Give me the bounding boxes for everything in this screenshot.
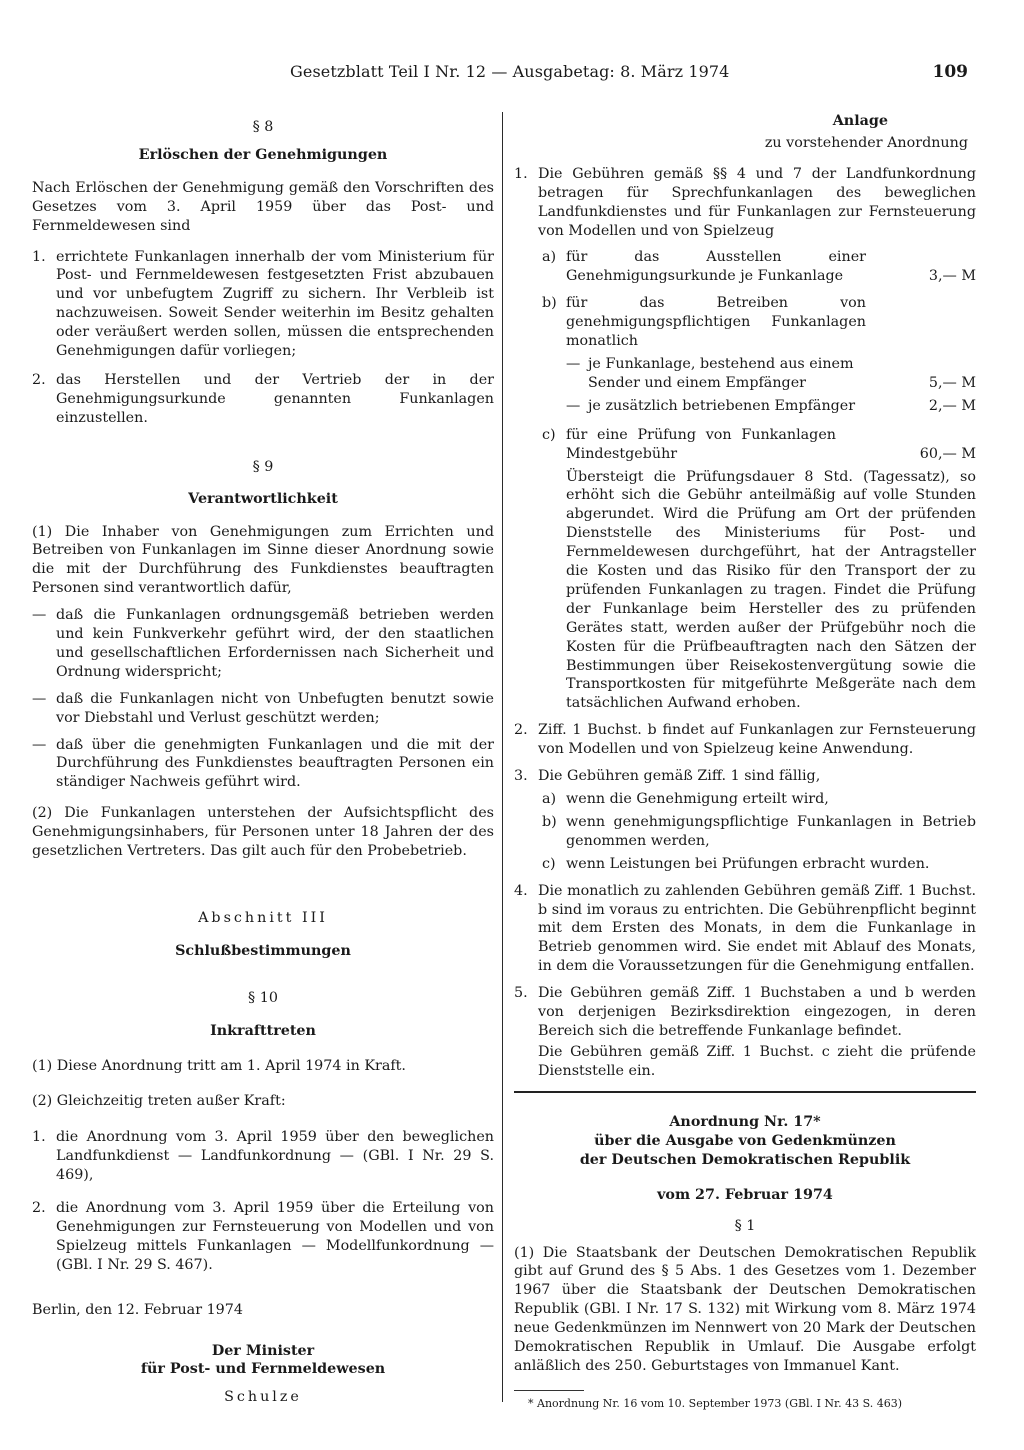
- s8-heading: Erlöschen der Genehmigungen: [138, 146, 388, 163]
- due-b-letter: b): [542, 813, 557, 830]
- fee-b-sub-2: [566, 397, 976, 416]
- fee-a-row: [566, 248, 976, 286]
- footnote: * Anordnung Nr. 16 vom 10. September 1973 (GBl. I Nr. 43 S. 463): [528, 1396, 902, 1410]
- abschnitt-heading: Schlußbestimmungen: [175, 942, 351, 959]
- header-title: Gesetzblatt Teil I Nr. 12 — Ausgabetag: 8. März 1974: [290, 62, 730, 81]
- fee-c-text: für eine Prüfung von Funkanlagen Mindestgebühr: [566, 426, 836, 462]
- abschnitt-label: Abschnitt III: [198, 910, 328, 926]
- due-c: [542, 855, 976, 874]
- s9-dash-3-text: daß über die genehmigten Funkanlagen und die mit der Durchführung des Funkdienstes beauftragten Personen ein ständiger Nachweis geführt wird.: [56, 736, 494, 791]
- fee-c-row: [566, 426, 976, 464]
- anordnung17-title-2: über die Ausgabe von Gedenkmünzen: [594, 1132, 896, 1149]
- s10-item-1-num: 1.: [32, 1129, 46, 1146]
- fee-b-sub-1: [566, 355, 976, 393]
- s10-item-1-text: die Anordnung vom 3. April 1959 über den beweglichen Landfunkdienst — Landfunkordnung — (GBl. I Nr. 29 S. 469),: [56, 1129, 494, 1184]
- s8-para-sign: § 8: [252, 119, 274, 135]
- fee-b-sub-1-mark: —: [566, 355, 581, 372]
- s9-dash-3-mark: —: [32, 736, 47, 753]
- page-number: 109: [932, 62, 968, 82]
- anlage-item-3-num: 3.: [514, 768, 528, 785]
- signature-title-2: für Post- und Fernmeldewesen: [140, 1360, 386, 1377]
- fee-c-letter: c): [542, 426, 556, 443]
- s8-item-2-text: das Herstellen und der Vertrieb der in der Genehmigungsurkunde genannten Funkanlagen einzustellen.: [56, 371, 494, 426]
- anordnung17-para-sign: § 1: [734, 1217, 756, 1234]
- anlage-item-5-text2: Die Gebühren gemäß Ziff. 1 Buchst. c zieht die prüfende Dienststelle ein.: [538, 1043, 976, 1079]
- anlage-item-3-text: Die Gebühren gemäß Ziff. 1 sind fällig,: [538, 768, 821, 785]
- s10-p2: (2) Gleichzeitig treten außer Kraft:: [32, 1092, 286, 1109]
- s10-heading: Inkrafttreten: [210, 1022, 316, 1039]
- s10-p1: (1) Diese Anordnung tritt am 1. April 1974 in Kraft.: [32, 1057, 406, 1074]
- due-a: [542, 790, 976, 809]
- due-c-letter: c): [542, 855, 556, 872]
- anlage-item-4-num: 4.: [514, 882, 528, 899]
- s8-item-1-num: 1.: [32, 248, 46, 265]
- left-column: [32, 112, 494, 1407]
- s10-item-2-num: 2.: [32, 1200, 46, 1217]
- anlage-item-1-num: 1.: [514, 165, 528, 182]
- s9-p1: (1) Die Inhaber von Genehmigungen zum Errichten und Betreiben von Funkanlagen im Sinne dieser Anordnung sowie die mit der Durchführung des Funkdienstes beauftragten Personen sind verantwortlich dafür,: [32, 523, 494, 597]
- due-a-letter: a): [542, 791, 557, 807]
- s10-item-2-text: die Anordnung vom 3. April 1959 über die Erteilung von Genehmigungen zur Fernsteuerung von Modellen und von Spielzeug mittels Funkanlagen — Modellfunkordnung — (GBl. I Nr. 29 S. 467).: [56, 1200, 494, 1273]
- fee-a-amount: 3,— M: [928, 268, 976, 285]
- anlage-item-4-text: Die monatlich zu zahlenden Gebühren gemäß Ziff. 1 Buchst. b sind im voraus zu entrichten. Die Gebührenpflicht beginnt mit dem Ersten des Monats, in dem die Funkanlage in Betrieb genommen wird. Sie endet mit Ablauf des Monats, in dem die Voraussetzungen für die Genehmigung entfallen.: [538, 882, 976, 975]
- fee-b-sub-2-amount: 2,— M: [928, 397, 976, 414]
- fee-a-text: für das Ausstellen einer Genehmigungsurkunde je Funkanlage: [566, 249, 866, 285]
- s9-dash-2-text: daß die Funkanlagen nicht von Unbefugten benutzt sowie vor Diebstahl und Verlust geschützt werden;: [56, 690, 494, 726]
- anlage-item-3: [514, 767, 976, 786]
- page-header: [290, 62, 990, 86]
- anordnung17-title-3: der Deutschen Demokratischen Republik: [579, 1151, 911, 1168]
- s9-para-sign: § 9: [252, 458, 274, 475]
- s10-item-2: [32, 1199, 494, 1275]
- anlage-item-2: [514, 721, 976, 759]
- s8-item-1-text: errichtete Funkanlagen innerhalb der vom Ministerium für Post- und Fernmeldewesen festgesetzten Frist abzubauen und vor unbefugtem Zugriff zu sichern. Ihr Verbleib ist nachzuweisen. Soweit Sender weiterhin im Besitz gehalten oder veräußert werden sollen, müssen die entsprechenden Genehmigungen dafür vorliegen;: [56, 248, 494, 360]
- fee-b-sub-2-text: je zusätzlich betriebenen Empfänger: [588, 397, 856, 414]
- anordnung17-date: vom 27. Februar 1974: [657, 1186, 833, 1203]
- s8-item-2: [32, 371, 494, 428]
- s9-heading: Verantwortlichkeit: [188, 490, 338, 507]
- fee-b-sub-1-amount: 5,— M: [928, 374, 976, 391]
- due-b-text: wenn genehmigungspflichtige Funkanlagen in Betrieb genommen werden,: [566, 813, 976, 849]
- fee-c-note: Übersteigt die Prüfungsdauer 8 Std. (Tagessatz), so erhöht sich die Gebühr anteilmäßig auf volle Stunden abgerundet. Wird die Prüfung am Ort der prüfenden Dienststelle des Ministeriums für Post- und Fernmeldewesen durchgeführt, hat der Antragsteller die Kosten und das Risiko für den Transport der zu prüfenden Funkanlagen zu tragen. Findet die Prüfung der Funkanlage beim Hersteller des zu prüfenden Gerätes statt, werden außer der Prüfgebühr noch die Kosten für die Prüfbeauftragten nach den Sätzen der Bestimmungen über Reisekostenvergütung sowie die Transportkosten für mitgeführte Meßgeräte nach dem tatsächlichen Aufwand erhoben.: [566, 468, 976, 712]
- anlage-item-5-num: 5.: [514, 985, 528, 1002]
- s8-item-1: [32, 248, 494, 361]
- section-rule: [514, 1091, 976, 1093]
- fee-b-text: für das Betreiben von genehmigungspflichtigen Funkanlagen monatlich: [566, 295, 866, 350]
- footnote-rule: [514, 1390, 584, 1391]
- fee-b-sub-1-row: [588, 355, 976, 393]
- fee-a-letter: a): [542, 249, 557, 266]
- due-c-text: wenn Leistungen bei Prüfungen erbracht wurden.: [566, 855, 930, 872]
- anordnung17-p1: (1) Die Staatsbank der Deutschen Demokratischen Republik gibt auf Grund des § 5 Abs. 1 des Gesetzes vom 1. Dezember 1967 über die Staatsbank der Deutschen Demokratischen Republik (GBl. I Nr. 17 S. 132) mit Wirkung vom 8. März 1974 neue Gedenkmünzen im Nennwert von 20 Mark der Deutschen Demokratischen Republik in Umlauf. Die Ausgabe erfolgt anläßlich des 250. Geburtstages von Immanuel Kant.: [514, 1244, 976, 1374]
- s10-para-sign: § 10: [248, 989, 278, 1006]
- s9-dash-1-text: daß die Funkanlagen ordnungsgemäß betrieben werden und kein Funkverkehr geführt wird, der den staatlichen und gesellschaftlichen Erfordernissen nach Sicherheit und Ordnung widerspricht;: [56, 607, 494, 680]
- anlage-title: Anlage: [832, 113, 888, 129]
- anlage-item-5: [514, 984, 976, 1041]
- anlage-subtitle: zu vorstehender Anordnung: [764, 134, 968, 151]
- column-divider: [502, 112, 503, 1402]
- fee-b-sub-2-row: [588, 397, 976, 416]
- s8-intro: Nach Erlöschen der Genehmigung gemäß den Vorschriften des Gesetzes vom 3. April 1959 über das Post- und Fernmeldewesen sind: [32, 179, 494, 234]
- s9-dash-2: [32, 690, 494, 728]
- due-b: [542, 813, 976, 851]
- anordnung17-title-1: Anordnung Nr. 17*: [669, 1113, 821, 1130]
- anlage-item-1-text: Die Gebühren gemäß §§ 4 und 7 der Landfunkordnung betragen für Sprechfunkanlagen des beweglichen Landfunkdienstes und für Funkanlagen zur Fernsteuerung von Modellen und von Spielzeug: [538, 165, 976, 239]
- anlage-item-2-text: Ziff. 1 Buchst. b findet auf Funkanlagen zur Fernsteuerung von Modellen und von Spielzeug keine Anwendung.: [538, 722, 976, 758]
- signature-title-1: Der Minister: [211, 1342, 315, 1359]
- anlage-item-1: [514, 165, 976, 241]
- s9-dash-1: [32, 606, 494, 682]
- fee-b: [542, 294, 976, 351]
- anlage-item-4: [514, 882, 976, 977]
- s10-item-1: [32, 1128, 494, 1185]
- anlage-item-5-text: Die Gebühren gemäß Ziff. 1 Buchstaben a und b werden von derjenigen Bezirksdirektion eingezogen, in deren Bereich sich die betreffende Funkanlage befindet.: [538, 985, 976, 1039]
- fee-b-sub-2-mark: —: [566, 397, 581, 414]
- fee-c-amount: 60,— M: [919, 445, 976, 462]
- s8-item-2-num: 2.: [32, 371, 46, 388]
- s9-p2: (2) Die Funkanlagen unterstehen der Aufsichtspflicht des Genehmigungsinhabers, für Personen unter 18 Jahren der des gesetzlichen Vertreters. Das gilt auch für den Probebetrieb.: [32, 805, 494, 860]
- due-a-text: wenn die Genehmigung erteilt wird,: [566, 791, 829, 807]
- fee-a: [542, 248, 976, 286]
- fee-c: [542, 426, 976, 464]
- s9-dash-2-mark: —: [32, 690, 47, 707]
- anlage-item-2-num: 2.: [514, 722, 528, 739]
- signature-place-date: Berlin, den 12. Februar 1974: [32, 1301, 243, 1318]
- fee-b-letter: b): [542, 295, 557, 312]
- right-column: [514, 112, 976, 1411]
- s9-dash-3: [32, 736, 494, 793]
- signature-name: Schulze: [224, 1388, 302, 1405]
- fee-b-sub-1-text: je Funkanlage, bestehend aus einem Sender und einem Empfänger: [588, 355, 854, 391]
- s9-dash-1-mark: —: [32, 607, 47, 624]
